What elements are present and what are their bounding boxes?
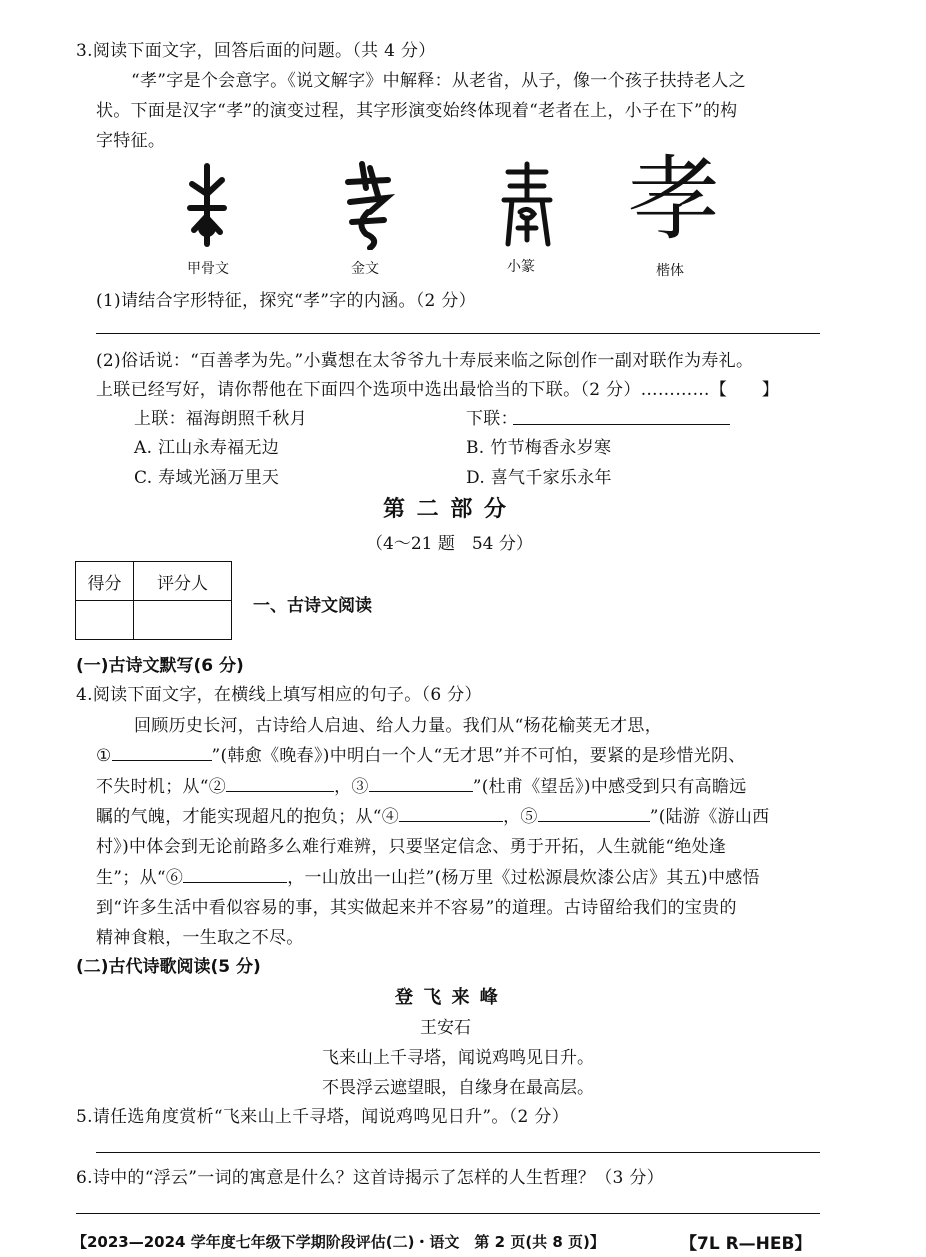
poem-title: 登 飞 来 峰: [395, 987, 500, 1008]
q4-line3-b: ，③: [334, 777, 369, 797]
small-seal-xiao-glyph: [498, 158, 558, 250]
poem-line1: 飞来山上千寻塔，闻说鸡鸣见日升。: [322, 1048, 594, 1068]
q4-line8: 精神食粮，一生取之不尽。: [96, 928, 304, 948]
poem-blank-5[interactable]: [538, 803, 650, 822]
q3-intro-line1: “孝”字是个会意字。《说文解字》中解释：从老省，从子，像一个孩子扶持老人之: [131, 71, 746, 91]
glyph-label-oracle-bone: 甲骨文: [187, 261, 229, 277]
poem-blank-6[interactable]: [183, 864, 287, 883]
poem-blank-2[interactable]: [226, 773, 334, 792]
option-c: C. 寿域光涵万里天: [134, 468, 280, 488]
answer-line-q3-1[interactable]: [96, 333, 820, 334]
grader-header: 评分人: [134, 562, 232, 601]
score-header: 得分: [76, 562, 134, 601]
poem-line2: 不畏浮云遮望眼，自缘身在最高层。: [322, 1078, 594, 1098]
glyph-label-regular: 楷体: [656, 263, 684, 279]
q3-sub1: (1)请结合字形特征，探究“孝”字的内涵。（2 分）: [96, 291, 476, 311]
blank-marker-1: ①: [96, 746, 112, 766]
q4-line2-text: ”(韩愈《晚春》)中明白一个人“无才思”并不可怕，要紧的是珍惜光阴、: [211, 746, 746, 766]
q4-line6: [96, 863, 760, 888]
footer-right: 【7L R—HEB】: [680, 1234, 812, 1254]
q5: 5.请任选角度赏析“飞来山上千寻塔，闻说鸡鸣见日升”。（2 分）: [76, 1107, 569, 1127]
lower-couplet-blank[interactable]: [513, 404, 730, 425]
oracle-bone-xiao-glyph: [180, 158, 235, 250]
subsection-b-heading: (二)古代诗歌阅读(5 分): [76, 957, 261, 977]
answer-bracket-q3-2[interactable]: [760, 374, 818, 396]
q4-line4: [96, 802, 769, 827]
q6: 6.诗中的“浮云”一词的寓意是什么？这首诗揭示了怎样的人生哲理？（3 分）: [76, 1168, 664, 1188]
glyph-label-bronze: 金文: [351, 261, 379, 277]
q4-line4-a: 瞩的气魄，才能实现超凡的抱负；从“④: [96, 807, 400, 827]
q3-sub2-line1: (2)俗话说：“百善孝为先。”小冀想在太爷爷九十寿辰来临之际创作一副对联作为寿礼。: [96, 351, 754, 371]
q4-line6-b: ，一山放出一山拦”(杨万里《过松源晨炊漆公店》其五)中感悟: [287, 868, 760, 888]
score-cell[interactable]: [76, 601, 134, 640]
q3-title: 3.阅读下面文字，回答后面的问题。（共 4 分）: [76, 41, 436, 61]
q3-sub2-line2: 上联已经写好，请你帮他在下面四个选项中选出最恰当的下联。（2 分）…………【 】: [96, 380, 780, 400]
q4-line4-c: ”(陆游《游山西: [649, 807, 770, 827]
score-table: [75, 561, 232, 640]
answer-line-q6[interactable]: [76, 1213, 820, 1214]
q4-line3-c: ”(杜甫《望岳》)中感受到只有高瞻远: [472, 777, 747, 797]
q4-line5: 村》)中体会到无论前路多么难行难辨，只要坚定信念、勇于开拓，人生就能“绝处逢: [96, 837, 727, 857]
option-b: B. 竹节梅香永岁寒: [466, 438, 612, 458]
q4-line2: [96, 741, 746, 766]
poem-blank-4[interactable]: [399, 803, 503, 822]
poem-blank-1[interactable]: [112, 742, 212, 761]
part2-title: 第 二 部 分: [383, 497, 508, 522]
lower-couplet-label: 下联：: [466, 409, 518, 429]
grader-cell[interactable]: [134, 601, 232, 640]
q3-intro-line2: 状。下面是汉字“孝”的演变过程，其字形演变始终体现着“老者在上，小子在下”的构: [96, 101, 738, 121]
subsection-a-heading: (一)古诗文默写(6 分): [76, 656, 244, 676]
upper-couplet: 上联：福海朗照千秋月: [134, 409, 307, 429]
q4-line1: 回顾历史长河，古诗给人启迪、给人力量。我们从“杨花榆荚无才思，: [134, 716, 662, 736]
glyph-label-small-seal: 小篆: [507, 259, 535, 275]
section1-heading: 一、古诗文阅读: [253, 596, 372, 616]
q4-line3-a: 不失时机；从“②: [96, 777, 227, 797]
bronze-xiao-glyph: [340, 158, 400, 250]
q4-line4-b: ，⑤: [503, 807, 538, 827]
q4-title: 4.阅读下面文字，在横线上填写相应的句子。（6 分）: [76, 685, 482, 705]
option-a: A. 江山永寿福无边: [134, 438, 280, 458]
q4-line7: 到“许多生活中看似容易的事，其实做起来并不容易”的道理。古诗留给我们的宝贵的: [96, 898, 737, 918]
q4-line6-a: 生”；从“⑥: [96, 868, 184, 888]
q3-intro-line3: 字特征。: [96, 131, 166, 151]
regular-script-xiao-char: 孝: [628, 146, 721, 253]
poem-author: 王安石: [420, 1018, 471, 1038]
part2-subtitle: （4～21 题 54 分）: [366, 534, 533, 554]
footer-left: 【2023—2024 学年度七年级下学期阶段评估(二)・语文 第 2 页(共 8 页)】: [72, 1233, 605, 1251]
option-d: D. 喜气千家乐永年: [466, 468, 612, 488]
poem-blank-3[interactable]: [369, 773, 473, 792]
q4-line3: [96, 772, 747, 797]
answer-line-q5[interactable]: [96, 1152, 820, 1153]
